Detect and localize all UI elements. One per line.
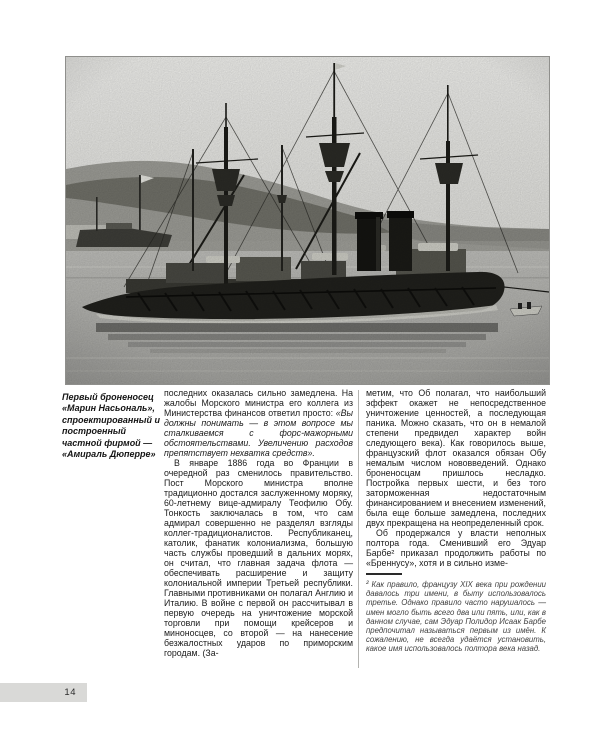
- column-divider: [358, 390, 359, 668]
- text-column-1: [164, 388, 353, 658]
- footnote-text: Как правило, французу XIX века при рождении давалось три имени, в быту использовалось третье. Однако правило часто нарушалось — имен могло быть всего два или пять, или, как в данном случае, сам Эдуар Полидор Исаак Барбе предпочитал называться первым из имён. К сожалению, не всегда удаётся установить, какое имя использовалось полтора века назад.: [366, 580, 546, 654]
- page-number: 14: [64, 687, 76, 698]
- paragraph: В январе 1886 года во Франции в очередной раз сменилось правительство. Пост Морского министра вполне традиционно достался заслуженному моряку, 60-летнему вице-адмиралу Теофилю Обу. Тонкость заключалась в том, что сам адмирал совершенно не разделял взгляды коллег-традиционалистов. Республиканец, католик, фанатик колониализма, большую часть службы проведший в дальних морях, он считал, что главная задача флота — обеспечивать расширение и защиту колониальной империи Третьей республики. Главными противниками он полагал Англию и Италию. В войне с первой он рассчитывал в первую очередь на уничтожение морской торговли при помощи крейсеров и миноносцев, со второй — на нанесение безжалостных ударов по приморским городам. (За-: [164, 458, 353, 658]
- battleship-illustration: [66, 57, 549, 384]
- photo-caption: Первый броненосец «Марин Насьональ», спроектированный и построенный частной фирмой — «Амираль Дюперре»: [62, 392, 160, 460]
- paragraph-continued: метим, что Об полагал, что наибольший эффект окажет не непосредственное уничтожение ценностей, а последующая паника. Можно сказать, что он в немалой степени предвидел характер войн следующего века). Как говорилось выше, французский флот оказался обязан Обу немалым числом нововведений. Однако броненосцам пришлось несладко. Постройка первых шести, и без того заторможенная недостаточным финансированием и внесением изменений, была еще больше замедлена, последних двух прекращена на неопределенный срок.: [366, 388, 546, 528]
- page-number-band: [0, 683, 87, 702]
- quoted-speech: «Вы должны понимать — в этом вопросе мы сталкиваемся с форс-мажорными обстоятельствами. Увеличению расходов препятствует нехватка средств».: [164, 408, 353, 458]
- footnote: [366, 579, 546, 654]
- ship-photo: [65, 56, 550, 385]
- paragraph-continued: [164, 388, 353, 458]
- footnote-marker: ²: [366, 579, 369, 588]
- body-text: последних оказалась сильно замедлена. На жалобы Морского министра его коллега из Министерства финансов ответил просто:: [164, 388, 353, 418]
- footnote-separator: [366, 573, 402, 575]
- paragraph: Об продержался у власти неполных полтора года. Сменивший его Эдуар Барбе² приказал продолжить работы по «Бреннусу», хотя и в сильно изме-: [366, 528, 546, 568]
- text-column-2: [366, 388, 546, 654]
